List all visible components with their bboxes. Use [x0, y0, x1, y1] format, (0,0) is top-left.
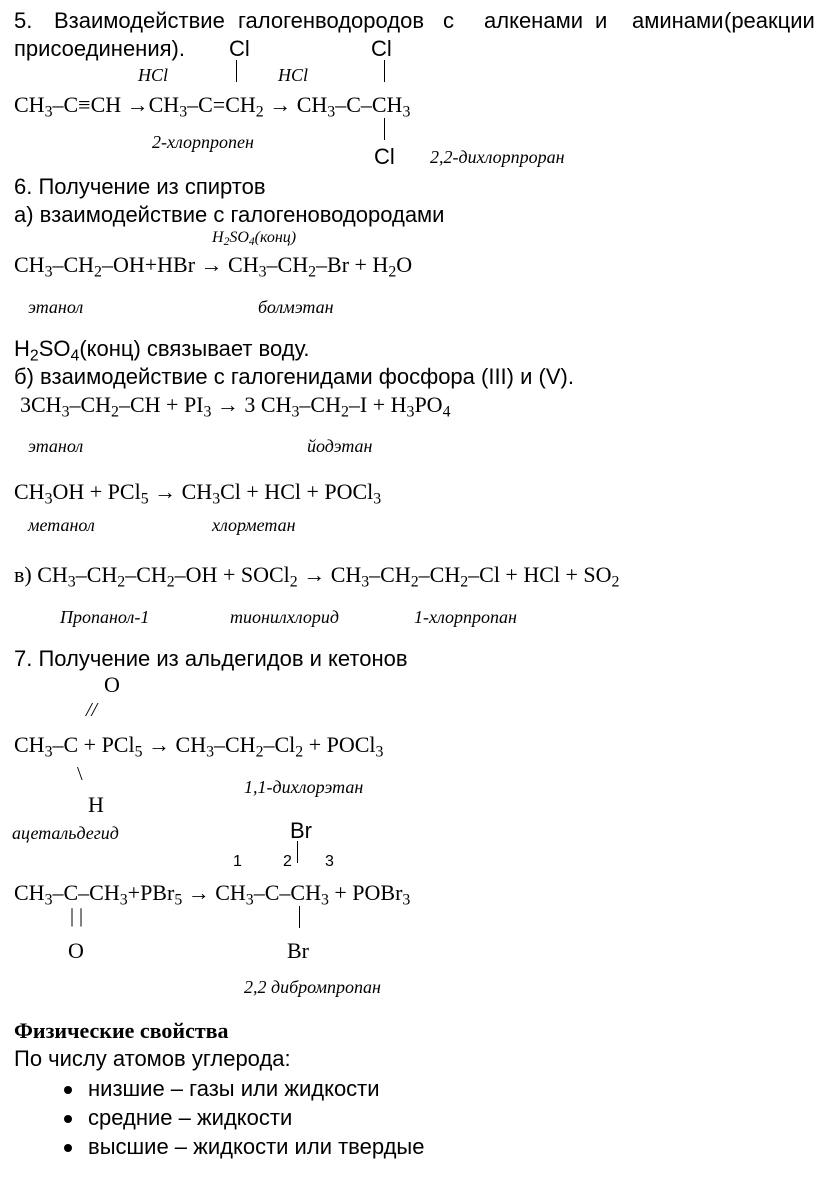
- hydrogen-label: H: [88, 792, 104, 817]
- s5-heading-word: и: [595, 8, 608, 33]
- compound-name: этанол: [28, 436, 84, 456]
- s5-heading-line2: присоединения).: [14, 36, 185, 61]
- compound-name: 2-хлорпропен: [152, 132, 254, 152]
- chlorine-label: Cl: [374, 144, 395, 169]
- reaction-equation: $CH_3-C + PCl_5 \to CH_3-CH_2-Cl_2$ + POCl$_3$: [14, 732, 384, 761]
- compound-name: болмэтан: [258, 297, 334, 317]
- double-bond-symbol: //: [86, 699, 98, 721]
- compound-name: тионилхлорид: [230, 607, 339, 627]
- bond-line: [297, 841, 298, 863]
- reaction-equation: $CH_3OH + PCl_5 \to CH_3Cl$ + HCl + POCl$_3$: [14, 479, 382, 508]
- s5-heading-word: галогенводородов: [238, 8, 425, 33]
- reagent-label: HCl: [278, 65, 309, 85]
- oxygen-label: O: [104, 672, 120, 697]
- s5-heading-word: с: [443, 8, 454, 33]
- compound-name: метанол: [28, 515, 95, 535]
- chlorine-label: Cl: [371, 36, 392, 61]
- properties-heading: Физические свойства: [14, 1018, 229, 1043]
- s5-heading-word: алкенами: [484, 8, 583, 33]
- compound-name: ацетальдегид: [12, 823, 119, 843]
- subsection-heading: а) взаимодействие с галогеноводородами: [14, 202, 445, 227]
- oxygen-label: O: [68, 938, 84, 963]
- list-item-text: высшие – жидкости или твердые: [88, 1134, 425, 1159]
- double-bond-symbol: | |: [70, 905, 84, 927]
- s5-heading-word: (реакции: [724, 8, 815, 33]
- s5-heading-word: Взаимодействие: [54, 8, 225, 33]
- section-heading: 7. Получение из альдегидов и кетонов: [14, 646, 408, 671]
- bullet-icon: [64, 1115, 72, 1123]
- bromine-label: Br: [290, 818, 312, 843]
- compound-name: йодэтан: [307, 436, 373, 456]
- properties-subtitle: По числу атомов углерода:: [14, 1046, 291, 1071]
- list-item-text: низшие – газы или жидкости: [88, 1076, 380, 1101]
- compound-name: 2,2-дихлорпроран: [430, 147, 565, 167]
- bond-line: [384, 60, 385, 82]
- subsection-heading: б) взаимодействие с галогенидами фосфора (III) и (V).: [14, 364, 574, 389]
- compound-name: 2,2 дибромпропан: [244, 977, 381, 997]
- atom-number: 1: [233, 853, 242, 870]
- compound-name: Пропанол-1: [60, 607, 150, 627]
- reaction-equation: $CH_3-CH_2-OH+HBr \to CH_3-CH_2-Br + H_2O$: [14, 252, 413, 281]
- reaction-equation: в) $CH_3-CH_2-CH_2-OH$ + SOCl$_2$ → $CH_3-CH_2-CH_2-Cl$ + HCl + $SO_2$: [14, 562, 620, 591]
- reaction-condition: $H_2SO_4(конц)$: [212, 229, 297, 249]
- note-line: $H_2SO_4(конц)$ связывает воду.: [14, 336, 310, 365]
- reagent-label: HCl: [138, 65, 169, 85]
- reaction-equation: $CH_3-C-CH_3+PBr_5 \to CH_3-C-CH_3$ + POBr$_3$: [14, 880, 411, 909]
- reaction-equation: $CH_3-C\equiv CH \to CH_3-C=CH_2 \to CH_3-C-CH_3$: [14, 92, 411, 121]
- compound-name: этанол: [28, 297, 84, 317]
- bromine-label: Br: [287, 938, 309, 963]
- single-bond-symbol: \: [77, 763, 83, 785]
- compound-name: хлорметан: [212, 515, 296, 535]
- atom-number: 3: [325, 853, 334, 870]
- bullet-icon: [64, 1086, 72, 1094]
- section-heading: 6. Получение из спиртов: [14, 174, 266, 199]
- compound-name: 1-хлорпропан: [414, 607, 517, 627]
- s5-heading-word: 5.: [14, 8, 33, 33]
- bond-line: [299, 906, 300, 928]
- compound-name: 1,1-дихлорэтан: [244, 777, 364, 797]
- atom-number: 2: [283, 853, 292, 870]
- s5-heading-word: аминами: [632, 8, 724, 33]
- bullet-icon: [64, 1144, 72, 1152]
- list-item-text: средние – жидкости: [88, 1105, 293, 1130]
- bond-line: [236, 60, 237, 82]
- reaction-equation: $3CH_3-CH_2-CH + PI_3 \to 3$ $CH_3-CH_2-I + H_3PO_4$: [20, 392, 451, 421]
- bond-line: [384, 118, 385, 140]
- chlorine-label: Cl: [229, 36, 250, 61]
